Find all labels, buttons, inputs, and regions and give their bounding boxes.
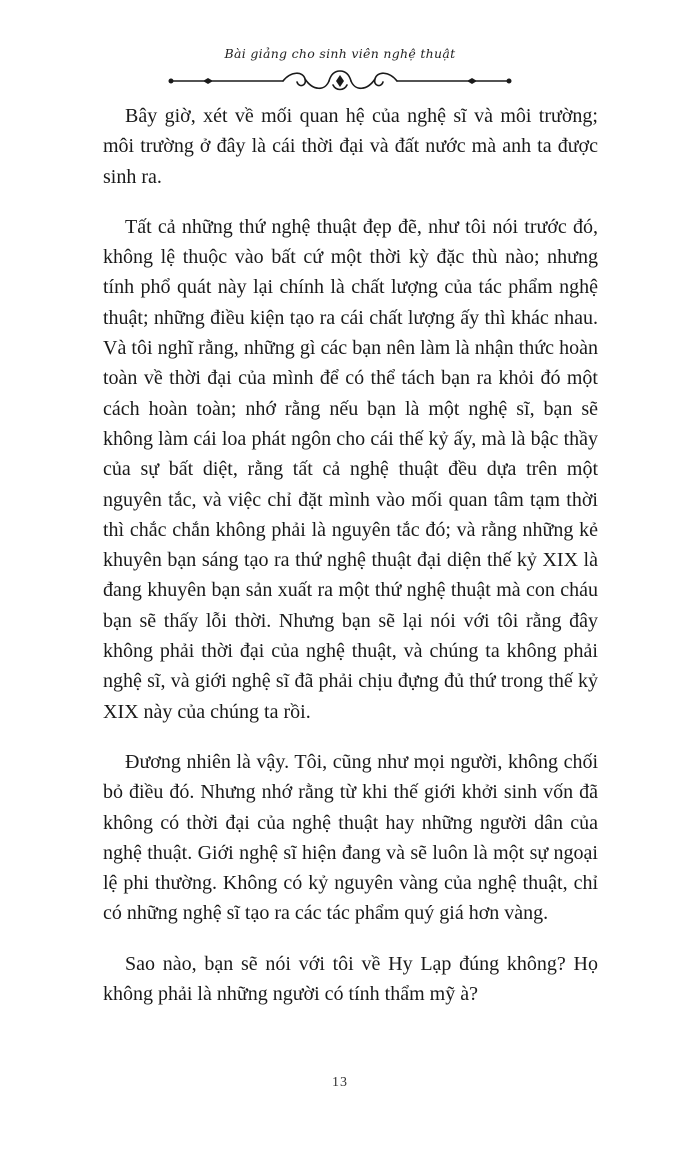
page-number: 13 xyxy=(332,1075,348,1090)
paragraph: Tất cả những thứ nghệ thuật đẹp đẽ, như tôi nói trước đó, không lệ thuộc vào bất cứ một thời kỳ đặc thù nào; nhưng tính phổ quát này lại chính là chất lượng của tác phẩm nghệ thuật; những điều kiện tạo ra cái chất lượng ấy thì khác nhau. Và tôi nghĩ rằng, những gì các bạn nên làm là nhận thức hoàn toàn về thời đại của mình để có thể tách bạn ra khỏi đó một cách hoàn toàn; nhớ rằng nếu bạn là một nghệ sĩ, bạn sẽ không làm cái loa phát ngôn cho cái thế kỷ ấy, mà là bậc thầy của sự bất diệt, rằng tất cả nghệ thuật đều dựa trên một nguyên tắc, và việc chỉ đặt mình vào mối quan tâm tạm thời thì chắc chắn không phải là nguyên tắc đó; và rằng những kẻ khuyên bạn sáng tạo ra thứ nghệ thuật đại diện thế kỷ XIX là đang khuyên bạn sản xuất ra một thứ nghệ thuật mà con cháu bạn sẽ thấy lỗi thời. Nhưng bạn sẽ lại nói với tôi rằng đây không phải thời đại của nghệ thuật, và chúng ta không phải nghệ sĩ, và giới nghệ sĩ đã phải chịu đựng đủ thứ trong thế kỷ XIX này của chúng ta rồi. xyxy=(103,215,598,723)
paragraph: Đương nhiên là vậy. Tôi, cũng như mọi người, không chối bỏ điều đó. Nhưng nhớ rằng từ khi thế giới khởi sinh vốn đã không có thời đại của nghệ thuật hay những người dân của nghệ thuật. Giới nghệ sĩ hiện đang và sẽ luôn là một sự ngoại lệ phi thường. Không có kỷ nguyên vàng của nghệ thuật, chỉ có những nghệ sĩ tạo ra các tác phẩm quý giá hơn vàng. xyxy=(103,750,598,925)
paragraph: Bây giờ, xét về mối quan hệ của nghệ sĩ và môi trường; môi trường ở đây là cái thời đại và đất nước mà anh ta được sinh ra. xyxy=(103,105,598,188)
body-text xyxy=(103,101,598,1009)
paragraph: Sao nào, bạn sẽ nói với tôi về Hy Lạp đúng không? Họ không phải là những người có tính thẩm mỹ à? xyxy=(103,952,598,1006)
scroll-divider-icon xyxy=(163,66,517,96)
running-header: Bài giảng cho sinh viên nghệ thuật xyxy=(224,46,456,61)
